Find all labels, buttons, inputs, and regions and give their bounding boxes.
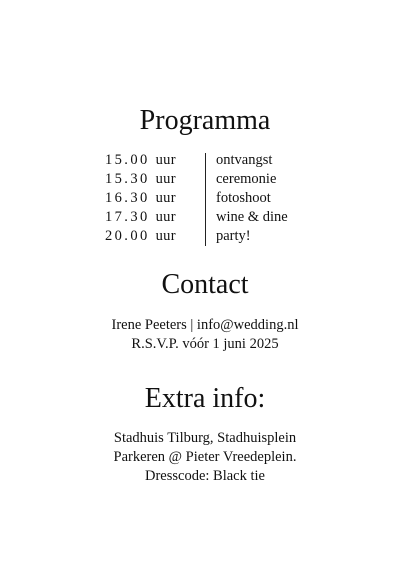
schedule-time-unit: uur (155, 152, 176, 168)
schedule-time: 20.00 (105, 228, 150, 244)
schedule-divider (205, 153, 206, 246)
schedule-time-unit: uur (155, 190, 176, 206)
schedule-time-unit: uur (155, 228, 176, 244)
rsvp-line: R.S.V.P. vóór 1 juni 2025 (131, 336, 279, 352)
location-line: Stadhuis Tilburg, Stadhuisplein (113, 430, 297, 446)
schedule-event: ceremonie (216, 171, 277, 187)
contact-heading: Contact (161, 269, 249, 300)
schedule-time: 16.30 (105, 190, 150, 206)
schedule-times (105, 151, 195, 246)
schedule-event: wine & dine (216, 209, 288, 225)
schedule-time-unit: uur (155, 209, 176, 225)
schedule-time-row (105, 151, 195, 170)
programma-heading: Programma (139, 105, 271, 136)
schedule-time-row (105, 189, 195, 208)
schedule-time: 15.30 (105, 171, 150, 187)
schedule-time: 17.30 (105, 209, 150, 225)
schedule-event: ontvangst (216, 152, 273, 168)
schedule-time-row (105, 227, 195, 246)
schedule-events (216, 151, 336, 246)
dresscode-line: Dresscode: Black tie (145, 468, 265, 484)
schedule (0, 151, 410, 247)
schedule-time-unit: uur (155, 171, 176, 187)
contact-line: Irene Peeters | info@wedding.nl (111, 317, 299, 333)
parking-line: Parkeren @ Pieter Vreedeplein. (113, 449, 297, 465)
schedule-event: party! (216, 228, 251, 244)
schedule-event: fotoshoot (216, 190, 271, 206)
extra-info-heading: Extra info: (144, 383, 266, 414)
schedule-time-row (105, 208, 195, 227)
schedule-time: 15.00 (105, 152, 150, 168)
schedule-time-row (105, 170, 195, 189)
